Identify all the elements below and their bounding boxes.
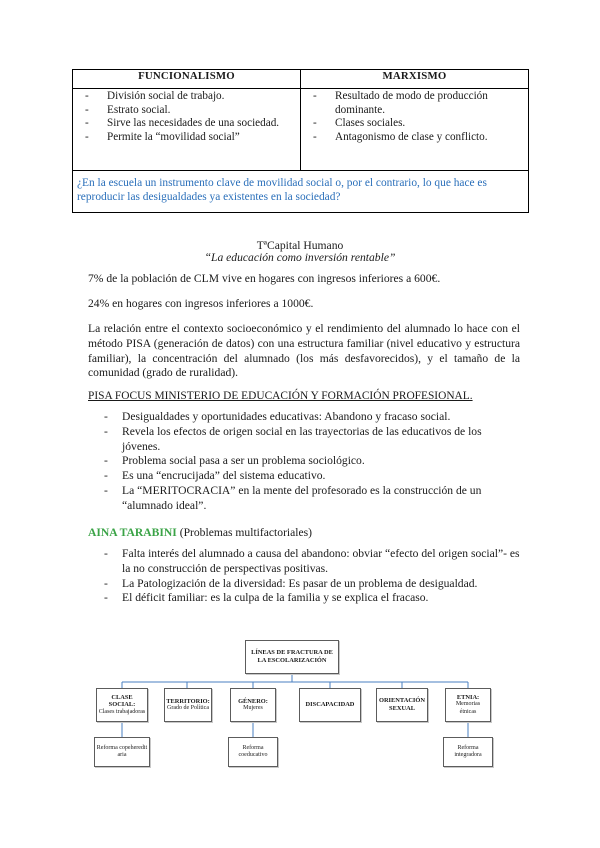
funcionalismo-list xyxy=(83,90,296,144)
node-title: GÉNERO: xyxy=(238,697,268,705)
tarabini-list xyxy=(104,547,522,606)
list-item: - Permite la “movilidad social” xyxy=(83,131,296,145)
pisa-heading: PISA FOCUS MINISTERIO DE EDUCACIÓN Y FORMACIÓN PROFESIONAL. xyxy=(88,390,473,402)
list-item: - Desigualdades y oportunidades educativas: Abandono y fracaso social. xyxy=(104,410,522,425)
node-sub: Mujeres xyxy=(243,705,263,712)
node-sub: Memorias étnicas xyxy=(455,701,481,715)
list-item: - Problema social pasa a ser un problema sociológico. xyxy=(104,454,522,469)
leaf-reforma-etnia xyxy=(443,737,493,767)
root-label: LÍNEAS DE FRACTURA DE LA ESCOLARIZACIÓN xyxy=(251,649,333,664)
node-title: CLASE SOCIAL: xyxy=(108,693,136,709)
list-item: - Resultado de modo de producción dominante. xyxy=(311,90,524,117)
list-item: - El déficit familiar: es la culpa de la familia y se explica el fracaso. xyxy=(104,591,522,606)
list-item: - Es una “encrucijada” del sistema educativo. xyxy=(104,469,522,484)
leaf-label: Reforma integradora xyxy=(454,744,482,758)
tarabini-heading xyxy=(88,526,312,539)
node-title: ORIENTACIÓN SEXUAL xyxy=(378,697,426,712)
list-item: - Falta interés del alumnado a causa del abandono: obviar “efecto del origen social”- es la no construcción de perspectivas positivas. xyxy=(104,547,522,577)
leaf-reforma-genero xyxy=(228,737,278,767)
node-title: DISCAPACIDAD xyxy=(305,701,355,709)
node-title: TERRITORIO: xyxy=(166,697,210,705)
list-item: - Sirve las necesidades de una sociedad. xyxy=(83,117,296,131)
stat-paragraph-2: 24% en hogares con ingresos inferiores a 1000€. xyxy=(88,297,314,310)
node-sub: Grado de Política xyxy=(167,705,209,712)
header-marxismo: MARXISMO xyxy=(301,70,529,89)
list-item: - Estrato social. xyxy=(83,104,296,118)
list-item: - Clases sociales. xyxy=(311,117,524,131)
leaf-label: Reforma coeducativo xyxy=(238,744,268,758)
tarabini-note: (Problemas multifactoriales) xyxy=(176,526,313,539)
section-title: TªCapital Humano xyxy=(256,239,344,252)
list-item: - La Patologización de la diversidad: Es pasar de un problema de desigualdad. xyxy=(104,577,522,592)
header-funcionalismo: FUNCIONALISMO xyxy=(73,70,301,89)
marxismo-cell xyxy=(301,89,529,171)
funcionalismo-cell xyxy=(73,89,301,171)
pisa-list xyxy=(104,410,522,514)
stat-paragraph-1: 7% de la población de CLM vive en hogares con ingresos inferiores a 600€. xyxy=(88,272,441,285)
list-item: - Antagonismo de clase y conflicto. xyxy=(311,131,524,145)
pisa-method-paragraph: La relación entre el contexto socioeconómico y el rendimiento del alumnado lo hace con el método PISA (generación de datos) con una estructura familiar (nivel educativo y estructura familiar), la concentración del alumnado (los más desfavorecidos), y el tamaño de la comunidad (grado de ruralidad). xyxy=(88,322,520,380)
list-item: - División social de trabajo. xyxy=(83,90,296,104)
marxismo-list xyxy=(311,90,524,144)
node-orientacion-sexual xyxy=(376,688,428,722)
leaf-reforma-clase xyxy=(94,737,150,767)
node-etnia xyxy=(445,688,491,722)
node-title: ETNIA: xyxy=(456,693,480,701)
leaf-label: Reforma copeheredit aria xyxy=(96,744,148,758)
node-clase-social xyxy=(96,688,148,722)
diagram-root-node xyxy=(245,640,339,674)
node-sub: Clases trabajadoras xyxy=(98,708,146,715)
list-item: - La “MERITOCRACIA” en la mente del profesorado es la construcción de un “alumnado ideal”. xyxy=(104,484,522,514)
section-subtitle: “La educación como inversión rentable” xyxy=(204,251,396,264)
question-cell: ¿En la escuela un instrumento clave de movilidad social o, por el contrario, lo que hace es reproducir las desigualdades ya existentes en la sociedad? xyxy=(73,171,529,213)
node-discapacidad xyxy=(299,688,361,722)
node-genero xyxy=(230,688,276,722)
list-item: - Revela los efectos de origen social en las trayectorias de las educativos de los jóvenes. xyxy=(104,425,522,455)
node-territorio xyxy=(164,688,212,722)
comparison-table xyxy=(72,69,529,213)
tarabini-name: AINA TARABINI xyxy=(88,526,177,539)
